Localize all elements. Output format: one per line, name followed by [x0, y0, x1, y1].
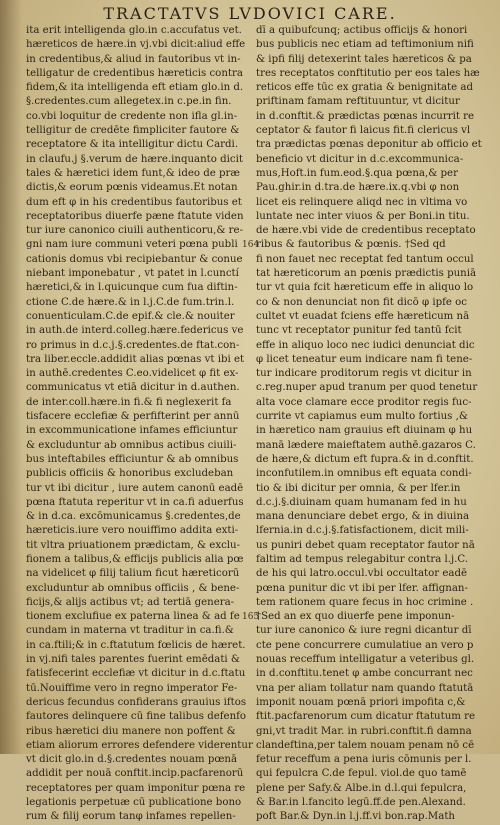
- text-line: ro primus in d.c.j.§.credentes.de ftat.con-: [26, 339, 240, 351]
- text-line: tur iure canonico & iure regni dicantur dī: [256, 625, 472, 637]
- text-line: & Bar.in l.fancito legū.ff.de pen.Alexand.: [256, 797, 466, 809]
- text-line: gni,vt tradit Mar. in rubri.conftit.fi damna: [256, 725, 472, 737]
- text-line: rum & filij eorum tanφ infames repellen-: [26, 811, 236, 823]
- text-line: in credentibus,& aliud in fautoribus vt in-: [26, 53, 241, 65]
- left-column: [26, 24, 258, 825]
- margin-note-165: 165: [242, 612, 260, 622]
- text-line: in vj.nifi tales parentes fuerint emēdati &: [26, 654, 240, 666]
- text-line: dum eft φ in his credentibus fautoribus et: [26, 196, 242, 208]
- text-line: imponit nouam pœnā priori impofita c,&: [256, 696, 466, 708]
- text-line: fetur receffum a pena iuris cōmunis per l.: [256, 754, 472, 766]
- text-line: telligatur de credentibus hæreticis contra: [26, 67, 243, 79]
- text-line: etiam aliorum errores defendere viderentur: [26, 739, 253, 751]
- text-line: cte pene concurrere cumulatiue an vero p: [256, 639, 474, 651]
- text-line: tra liber.eccle.addidit alias pœnas vt ibi et: [26, 353, 245, 365]
- text-line: pœna ftatuta reperitur vt in ca.fi aduerfus: [26, 496, 244, 508]
- text-line: tur vt ibi dicitur , iure autem canonū eadē: [26, 482, 244, 494]
- text-line: tio & ibi dicitur per omnia, & per lfer.in: [256, 482, 461, 494]
- text-line: mana denunciare debet ergo, & in diuina: [256, 511, 470, 523]
- text-line: vt dicit glo.in d.§.credentes nouam pœnā: [26, 754, 238, 766]
- text-line: ftit.pacfarenorum cum dicatur ftatutum re: [256, 711, 476, 723]
- text-line: luntate nec inter viuos & per Boni.in titu.: [256, 210, 470, 222]
- text-line: poft Bar.& Dyn.in l.j.ff.vi bon.rap.Math: [256, 811, 455, 823]
- text-line: receptatores per quam imponitur pœna re: [26, 782, 246, 794]
- text-line: de hære.vbi vide de credentibus receptato: [256, 225, 476, 237]
- text-line: effe in aliquo loco nec iudici denunciat dic: [256, 339, 475, 351]
- text-line: licet eis relinquere aliqd nec in vltima vo: [256, 196, 468, 208]
- text-line: & ipfi filij detexerint tales hæreticos & pa: [256, 53, 472, 65]
- text-line: bus inteftabiles efficiuntur & ab omnibus: [26, 453, 239, 465]
- text-line: co & non denunciat non fit dicō φ ipfe oc: [256, 296, 467, 308]
- text-line: telligitur de credēte fimpliciter fautore &: [26, 125, 240, 137]
- text-line: ficijs,& alijs actibus vt; ad tertiā genera-: [26, 596, 235, 608]
- text-line: alta voce clamare ecce proditor regis fuc-: [256, 396, 472, 408]
- text-line: in ca.ftili;& in c.ftatutum fœlicis de hæret.: [26, 639, 246, 651]
- text-line: co.vbi loquitur de credente non ifla gl.in-: [26, 110, 238, 122]
- text-line: Pau.ghir.in d.tra.de hære.ix.q.vbi φ non: [256, 182, 460, 194]
- text-line: tra prædictas pœnas deponitur ab officio et: [256, 139, 482, 151]
- text-line: tem rationem quare fecus in hoc crimine .: [256, 596, 474, 608]
- text-line: c.reg.nuper apud tranum per quod tenetur: [256, 382, 478, 394]
- text-line: hæretici,& in l.quicunque cum fua diftin-: [26, 282, 238, 294]
- text-line: excluduntur ab omnibus officiis , & bene-: [26, 582, 240, 594]
- text-line: tur vt quia fcit hæreticum effe in aliquo lo: [256, 282, 474, 294]
- text-line: niebant imponebatur , vt patet in l.cunctí: [26, 268, 239, 280]
- text-line: manā lædere maieftatem authē.gazaros C.: [256, 439, 476, 451]
- text-line: tres receptatos conftitutio per eos tales hæ: [256, 67, 480, 79]
- text-line: de inter.coll.hære.in fi.& fi neglexerit fa: [26, 396, 232, 408]
- text-line: φ licet teneatur eum indicare nam fi tene-: [256, 353, 473, 365]
- text-line: currite vt capiamus eum multo fortius ,&: [256, 411, 468, 423]
- text-line: clandeftina,per talem nouam penam nō cē: [256, 739, 475, 751]
- text-line: ribus hæretici diu manere non poffent &: [26, 725, 236, 737]
- text-line: in d.conftitu.tenet φ ambe concurrant nec: [256, 668, 473, 680]
- text-line: bus publicis nec etiam ad teftimonium nifi: [256, 39, 474, 51]
- running-header: TRACTATVS LVDOVICI CARE.: [103, 4, 397, 23]
- text-line: faltim ad tempus relegabitur contra l.j.C.: [256, 553, 469, 565]
- text-line: tales & hæretici idem funt,& ideo de præ: [26, 167, 240, 179]
- text-line: lfernia.in d.c.j.§.fatisfactionem, dicit mili-: [256, 525, 469, 537]
- text-line: hæreticos de hære.in vj.vbi dicit:aliud effe: [26, 39, 246, 51]
- text-line: in d.conftit.& prædictas pœnas incurrit re: [256, 110, 475, 122]
- text-line: dericus fecundus confiderans grauius iftos: [26, 696, 247, 708]
- text-line: cultet vt euadat fciens effe hæreticum nā: [256, 310, 470, 322]
- gutter-shadow: [0, 0, 22, 754]
- text-line: fionem a talibus,& efficijs publicis alia pœ: [26, 553, 244, 565]
- text-line: §.credentes.cum allegetex.in c.pe.in fin.: [26, 96, 232, 108]
- text-line: tur indicare proditorum regis vt dicitur in: [256, 368, 472, 380]
- text-line: ctione C.de hære.& in l.j.C.de fum.trin.l.: [26, 296, 235, 308]
- text-line: us puniri debet quam receptator fautor nā: [256, 539, 475, 551]
- text-line: addidit per nouā conftit.incip.pacfarenorū: [26, 768, 244, 780]
- text-line: nouas receffum intelligatur a veteribus gl.: [256, 654, 475, 666]
- text-line: dictis,& eorum pœnis videamus.Et notan: [26, 182, 238, 194]
- text-line: conuenticulam.C.de epif.& cle.& nouiter: [26, 310, 235, 322]
- text-line: cundam in materna vt traditur in ca.fi.&: [26, 625, 234, 637]
- text-line: communicatus vt etiā dicitur in d.authen.: [26, 382, 240, 394]
- right-column: [242, 24, 492, 825]
- text-line: de hære,& dictum eft fupra.& in d.conftit.: [256, 453, 474, 465]
- text-line: plene per Safy.& Albe.in d.l.qui fepulcra,: [256, 782, 467, 794]
- text-line: tionem exclufiue ex paterna linea & ad fe: [26, 611, 240, 623]
- text-line: tat hæreticorum an pœnis prædictis puniā: [256, 268, 477, 280]
- text-line: fidem,& ita intelligenda eft etiam glo.in d.: [26, 82, 244, 94]
- text-line: na videlicet φ filij talium ficut hæreticorū: [26, 568, 240, 580]
- text-line: pœna punitur dic vt ibi per lfer. affignan-: [256, 582, 468, 594]
- text-line: priftinam famam reftituuntur, vt dicitur: [256, 96, 460, 108]
- text-line: tur iure canonico ciuili authenticoru,& re-: [26, 225, 244, 237]
- text-line: legationis perpetuæ cū publicatione bono: [26, 797, 242, 809]
- text-line: ita erit intelligenda glo.in c.accufatus vet.: [26, 25, 242, 36]
- text-line: gni nam iure communi veteri pœna publi: [26, 239, 238, 251]
- text-line: tisfacere ecclefiæ & perfifterint per annū: [26, 411, 240, 423]
- text-line: in hæretico nam grauius eft diuinam φ hu: [256, 425, 473, 437]
- text-line: fatisfecerint ecclefiæ vt dicitur in d.c.ftatu: [26, 668, 246, 680]
- text-line: reticos effe tūc ex gratia & benignitate ad: [256, 82, 473, 94]
- text-line: in authē.credentes C.eo.videlicet φ fit ex-: [26, 368, 239, 380]
- text-line: qui fepulcra C.de fepul. viol.de quo tamē: [256, 768, 467, 780]
- text-line: tunc vt receptator punitur fed tantū fcit: [256, 325, 462, 337]
- text-line: de his qui latro.occul.vbi occultator eadē: [256, 568, 468, 580]
- text-line: †Sed an ex quo diuerfe pene imponun-: [256, 611, 455, 623]
- text-line: tū.Nouiffime vero in regno imperator Fe-: [26, 682, 238, 694]
- text-line: & excluduntur ab omnibus actibus ciuili-: [26, 439, 237, 451]
- text-line: receptatore & ita intelligitur dictu Cardi.: [26, 139, 239, 151]
- text-line: inconfutilem.in omnibus eft equata condi-: [256, 468, 472, 480]
- text-line: beneficio vt dicitur in d.c.excommunica-: [256, 153, 464, 165]
- text-line: in excommunicatione infames efficiuntur: [26, 425, 238, 437]
- text-line: vna per aliam tollatur nam quando ftatutā: [256, 682, 474, 694]
- text-line: fautores delinquere cū fine talibus defenfo: [26, 711, 247, 723]
- text-line: & in d.ca. excōmunicamus §.credentes,de: [26, 511, 241, 523]
- text-line: publicis officiis & honoribus excludeban: [26, 468, 234, 480]
- text-line: tit vltra priuationem prædictam, & exclu-: [26, 539, 241, 551]
- margin-note-164: 164: [242, 240, 260, 250]
- text-line: in claufu.j §.verum de hære.inquanto dicit: [26, 153, 243, 165]
- text-line: hæreticis.iure vero nouiffimo addita exti-: [26, 525, 239, 537]
- text-line: dī a quibufcunq; actibus officijs & honori: [256, 25, 468, 36]
- text-line: mus,Hoft.in fum.eod.§.qua pœna,& per: [256, 167, 458, 179]
- text-line: fi non fauet nec receptat fed tantum occul: [256, 253, 474, 265]
- text-line: cationis domus vbi recipiebantur & conue: [26, 253, 243, 265]
- text-line: receptatoribus diuerfe pæne ftatute viden: [26, 210, 244, 222]
- text-line: d.c.j.§.diuinam quam humanam fed in hu: [256, 496, 467, 508]
- text-line: ceptator & fautor fi laicus fit.fi clericus vl: [256, 125, 471, 137]
- text-line: ribus & fautoribus & pœnis. †Sed qd: [256, 239, 446, 251]
- text-line: in auth.de interd.colleg.hære.federicus ve: [26, 325, 244, 337]
